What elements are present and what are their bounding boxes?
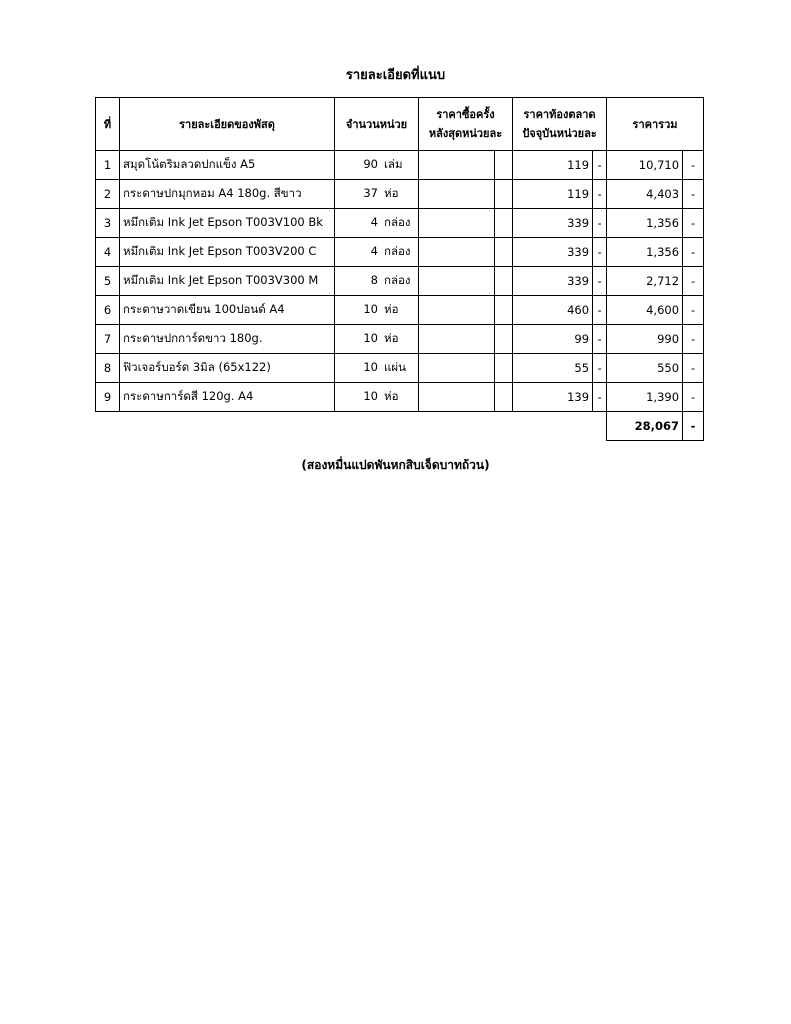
grand-total-value: 28,067 bbox=[607, 412, 683, 441]
row-description: ฟิวเจอร์บอร์ด 3มิล (65x122) bbox=[120, 354, 335, 383]
amount-in-words: (สองหมื่นแปดพันหกสิบเจ็ดบาทถ้วน) bbox=[301, 458, 490, 472]
row-market-price: 460 bbox=[513, 296, 593, 325]
grand-total-decimal: - bbox=[683, 412, 704, 441]
grand-total-row bbox=[96, 412, 704, 441]
row-market-price: 339 bbox=[513, 238, 593, 267]
row-description: หมึกเติม Ink Jet Epson T003V300 M bbox=[120, 267, 335, 296]
row-quantity bbox=[335, 267, 419, 296]
header-market-price-line1: ราคาท้องตลาด bbox=[523, 108, 596, 121]
table-header-row bbox=[96, 98, 704, 151]
row-total-decimal: - bbox=[683, 354, 704, 383]
header-total: ราคารวม bbox=[607, 98, 704, 151]
row-total-decimal: - bbox=[683, 151, 704, 180]
row-quantity-number: 4 bbox=[370, 244, 378, 258]
row-description: กระดาษปกมุกหอม A4 180g. สีขาว bbox=[120, 180, 335, 209]
table-row bbox=[96, 180, 704, 209]
row-quantity bbox=[335, 296, 419, 325]
row-total: 1,356 bbox=[607, 209, 683, 238]
row-no: 6 bbox=[96, 296, 120, 325]
row-total: 10,710 bbox=[607, 151, 683, 180]
row-quantity bbox=[335, 209, 419, 238]
row-last-price-decimal bbox=[495, 180, 513, 209]
row-quantity-unit: เล่ม bbox=[384, 157, 403, 171]
header-last-price-line2: หลังสุดหน่วยละ bbox=[428, 127, 503, 140]
row-total: 4,403 bbox=[607, 180, 683, 209]
row-quantity bbox=[335, 238, 419, 267]
row-last-price-decimal bbox=[495, 238, 513, 267]
row-market-price-decimal: - bbox=[593, 296, 607, 325]
row-last-price-decimal bbox=[495, 354, 513, 383]
row-market-price: 139 bbox=[513, 383, 593, 412]
header-no: ที่ bbox=[96, 98, 120, 151]
row-last-price bbox=[419, 383, 495, 412]
row-quantity bbox=[335, 151, 419, 180]
row-description: กระดาษปกการ์ดขาว 180g. bbox=[120, 325, 335, 354]
row-last-price-decimal bbox=[495, 325, 513, 354]
row-total: 1,390 bbox=[607, 383, 683, 412]
row-total-decimal: - bbox=[683, 180, 704, 209]
row-last-price bbox=[419, 238, 495, 267]
row-quantity-unit: ห่อ bbox=[384, 302, 399, 316]
row-quantity bbox=[335, 383, 419, 412]
table-row bbox=[96, 325, 704, 354]
table-row bbox=[96, 209, 704, 238]
row-no: 1 bbox=[96, 151, 120, 180]
row-last-price-decimal bbox=[495, 383, 513, 412]
header-quantity: จำนวนหน่วย bbox=[335, 98, 419, 151]
row-quantity-unit: กล่อง bbox=[384, 215, 411, 229]
row-no: 3 bbox=[96, 209, 120, 238]
table-row bbox=[96, 383, 704, 412]
grand-total-spacer bbox=[96, 412, 607, 441]
row-quantity-number: 10 bbox=[363, 331, 378, 345]
row-quantity-number: 10 bbox=[363, 360, 378, 374]
row-quantity bbox=[335, 180, 419, 209]
row-market-price-decimal: - bbox=[593, 209, 607, 238]
row-market-price-decimal: - bbox=[593, 180, 607, 209]
items-table bbox=[95, 97, 704, 441]
row-quantity-number: 90 bbox=[363, 157, 378, 171]
row-market-price: 119 bbox=[513, 151, 593, 180]
row-description: สมุดโน้ตริมลวดปกแข็ง A5 bbox=[120, 151, 335, 180]
row-quantity-number: 10 bbox=[363, 389, 378, 403]
row-last-price bbox=[419, 267, 495, 296]
table-row bbox=[96, 354, 704, 383]
header-last-price-line1: ราคาซื้อครั้ง bbox=[436, 108, 495, 121]
row-market-price: 339 bbox=[513, 267, 593, 296]
row-last-price-decimal bbox=[495, 267, 513, 296]
header-description: รายละเอียดของพัสดุ bbox=[120, 98, 335, 151]
row-market-price: 339 bbox=[513, 209, 593, 238]
row-market-price-decimal: - bbox=[593, 267, 607, 296]
row-total: 1,356 bbox=[607, 238, 683, 267]
row-last-price bbox=[419, 325, 495, 354]
row-total-decimal: - bbox=[683, 383, 704, 412]
row-quantity-number: 4 bbox=[370, 215, 378, 229]
row-quantity-unit: กล่อง bbox=[384, 244, 411, 258]
row-total-decimal: - bbox=[683, 325, 704, 354]
table-row bbox=[96, 296, 704, 325]
row-quantity-unit: กล่อง bbox=[384, 273, 411, 287]
row-total: 2,712 bbox=[607, 267, 683, 296]
row-quantity-unit: ห่อ bbox=[384, 186, 399, 200]
row-market-price: 55 bbox=[513, 354, 593, 383]
row-market-price-decimal: - bbox=[593, 151, 607, 180]
row-quantity-number: 10 bbox=[363, 302, 378, 316]
table-row bbox=[96, 267, 704, 296]
row-no: 2 bbox=[96, 180, 120, 209]
row-quantity bbox=[335, 325, 419, 354]
row-last-price bbox=[419, 151, 495, 180]
row-last-price bbox=[419, 354, 495, 383]
row-last-price-decimal bbox=[495, 296, 513, 325]
table-row bbox=[96, 238, 704, 267]
row-quantity-unit: ห่อ bbox=[384, 331, 399, 345]
row-market-price-decimal: - bbox=[593, 354, 607, 383]
row-description: กระดาษการ์ดสี 120g. A4 bbox=[120, 383, 335, 412]
row-description: หมึกเติม Ink Jet Epson T003V200 C bbox=[120, 238, 335, 267]
row-total: 550 bbox=[607, 354, 683, 383]
row-market-price: 99 bbox=[513, 325, 593, 354]
header-market-price bbox=[513, 98, 607, 151]
row-no: 7 bbox=[96, 325, 120, 354]
row-market-price-decimal: - bbox=[593, 325, 607, 354]
row-total: 990 bbox=[607, 325, 683, 354]
row-no: 8 bbox=[96, 354, 120, 383]
row-total: 4,600 bbox=[607, 296, 683, 325]
table-row bbox=[96, 151, 704, 180]
row-market-price-decimal: - bbox=[593, 383, 607, 412]
header-market-price-line2: ปัจจุบันหน่วยละ bbox=[522, 127, 597, 140]
document-title: รายละเอียดที่แนบ bbox=[345, 68, 446, 83]
row-last-price bbox=[419, 180, 495, 209]
row-quantity-number: 37 bbox=[363, 186, 378, 200]
row-total-decimal: - bbox=[683, 296, 704, 325]
row-total-decimal: - bbox=[683, 267, 704, 296]
row-description: กระดาษวาดเขียน 100ปอนด์ A4 bbox=[120, 296, 335, 325]
row-last-price bbox=[419, 209, 495, 238]
row-quantity-number: 8 bbox=[370, 273, 378, 287]
row-quantity-unit: แผ่น bbox=[384, 360, 407, 374]
row-market-price: 119 bbox=[513, 180, 593, 209]
row-no: 9 bbox=[96, 383, 120, 412]
row-quantity bbox=[335, 354, 419, 383]
row-no: 4 bbox=[96, 238, 120, 267]
header-last-price bbox=[419, 98, 513, 151]
row-last-price-decimal bbox=[495, 151, 513, 180]
row-description: หมึกเติม Ink Jet Epson T003V100 Bk bbox=[120, 209, 335, 238]
row-quantity-unit: ห่อ bbox=[384, 389, 399, 403]
row-total-decimal: - bbox=[683, 209, 704, 238]
row-no: 5 bbox=[96, 267, 120, 296]
row-total-decimal: - bbox=[683, 238, 704, 267]
row-last-price bbox=[419, 296, 495, 325]
row-market-price-decimal: - bbox=[593, 238, 607, 267]
row-last-price-decimal bbox=[495, 209, 513, 238]
